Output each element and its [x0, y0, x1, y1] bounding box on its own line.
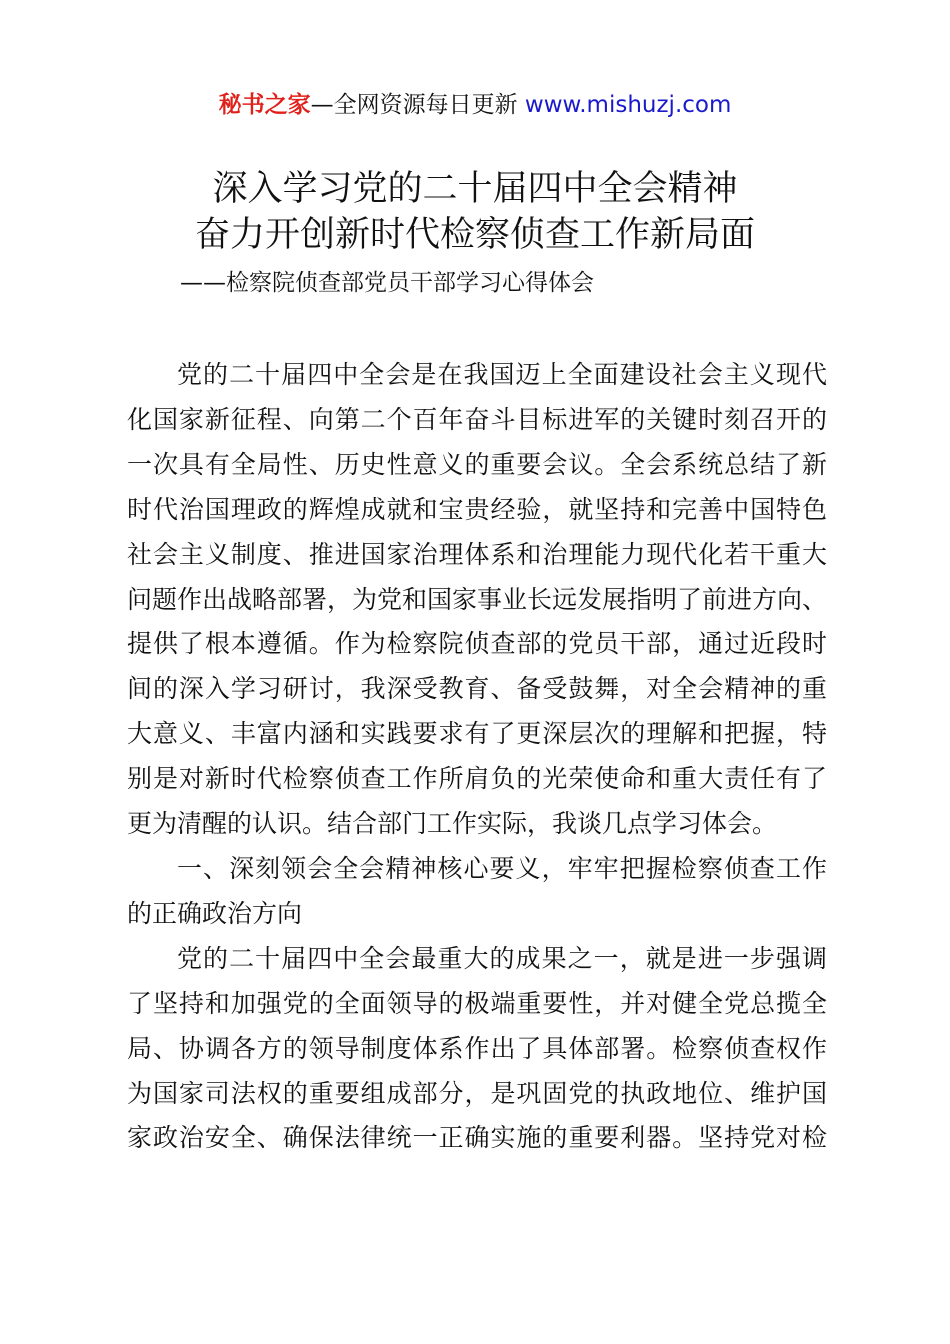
- text-line: 更为清醒的认识。结合部门工作实际，我谈几点学习体会。: [127, 809, 778, 839]
- text-line: 的正确政治方向: [127, 898, 303, 928]
- text-line: 时代治国理政的辉煌成就和宝贵经验，就坚持和完善中国特色: [127, 494, 827, 524]
- document-title-line-1: 深入学习党的二十届四中全会精神: [212, 169, 738, 209]
- paragraph-intro: [127, 353, 827, 847]
- text-line: 党的二十届四中全会最重大的成果之一，就是进一步强调: [177, 943, 827, 973]
- text-line: 了坚持和加强党的全面领导的极端重要性，并对健全党总揽全: [127, 988, 827, 1018]
- text-line: 化国家新征程、向第二个百年奋斗目标进军的关键时刻召开的: [127, 404, 827, 434]
- text-line: 提供了根本遵循。作为检察院侦查部的党员干部，通过近段时: [127, 629, 827, 659]
- document-title-line-2: 奋力开创新时代检察侦查工作新局面: [194, 215, 755, 255]
- text-line: 家政治安全、确保法律统一正确实施的重要利器。坚持党对检: [127, 1123, 827, 1153]
- text-line: 间的深入学习研讨，我深受教育、备受鼓舞，对全会精神的重: [127, 674, 827, 704]
- text-line: 问题作出战略部署，为党和国家事业长远发展指明了前进方向、: [127, 584, 828, 614]
- text-line: 一、深刻领会全会精神核心要义，牢牢把握检察侦查工作: [177, 853, 827, 883]
- site-url-link[interactable]: www.mishuzj.com: [524, 92, 732, 118]
- brand-name: 秘书之家: [218, 92, 311, 118]
- text-line: 大意义、丰富内涵和实践要求有了更深层次的理解和把握，特: [127, 719, 827, 749]
- text-line: 社会主义制度、推进国家治理体系和治理能力现代化若干重大: [127, 539, 827, 569]
- paragraph-section-1: [127, 937, 827, 1162]
- section-heading-1: [127, 847, 827, 937]
- text-line: 党的二十届四中全会是在我国迈上全面建设社会主义现代: [177, 360, 827, 389]
- document-body: [127, 353, 827, 1161]
- site-header: [0, 88, 950, 122]
- text-line: 一次具有全局性、历史性意义的重要会议。全会系统总结了新: [127, 449, 827, 479]
- document-subtitle: ——检察院侦查部党员干部学习心得体会: [180, 270, 594, 296]
- text-line: 局、协调各方的领导制度体系作出了具体部署。检察侦查权作: [127, 1033, 827, 1063]
- text-line: 为国家司法权的重要组成部分，是巩固党的执政地位、维护国: [127, 1078, 827, 1108]
- text-line: 别是对新时代检察侦查工作所肩负的光荣使命和重大责任有了: [127, 764, 827, 794]
- header-tagline: —全网资源每日更新: [310, 92, 525, 118]
